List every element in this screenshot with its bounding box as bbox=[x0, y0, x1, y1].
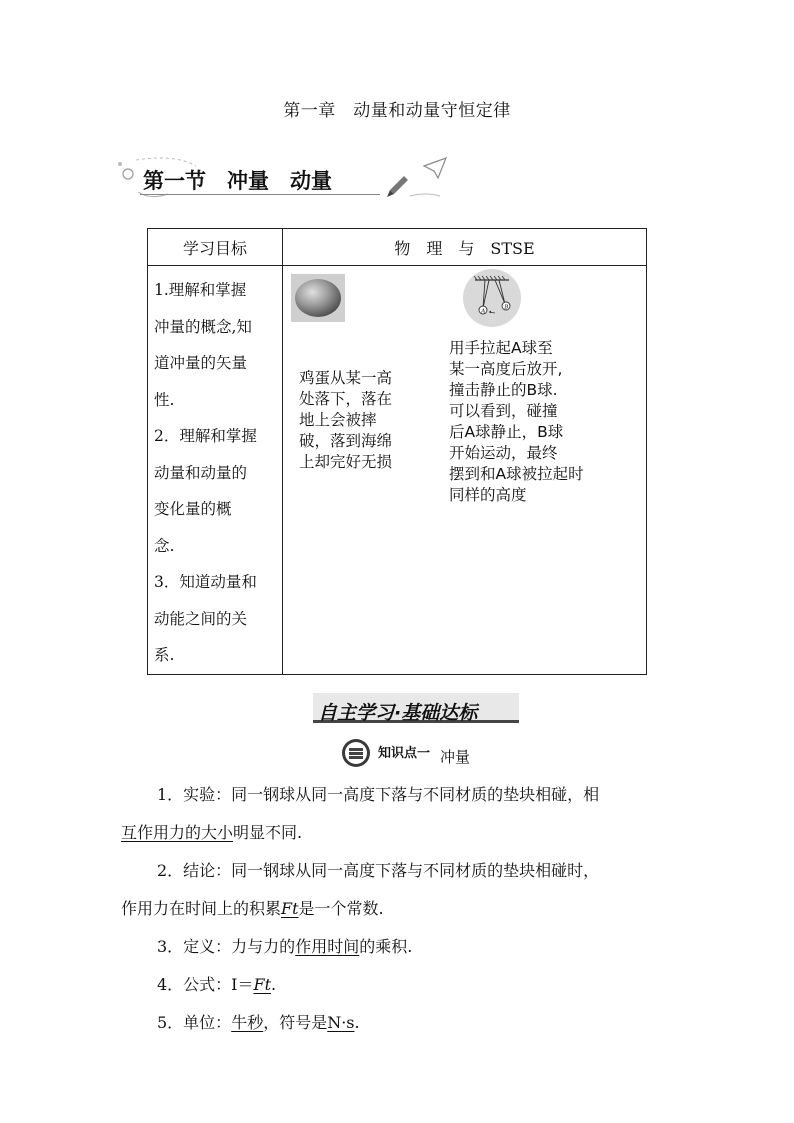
goal-line: 变化量的概 bbox=[154, 500, 232, 518]
item-2: 2．结论：同一钢球从同一高度下落与不同材质的垫块相碰时， 作用力在时间上的积累Ft是一个常数. bbox=[121, 861, 600, 918]
item-3: 3．定义：力与力的作用时间的乘积. bbox=[157, 937, 413, 956]
knowledge-point-label: 知识点一 bbox=[378, 746, 431, 761]
header-stse: 物 理 与 STSE bbox=[283, 229, 647, 266]
goal-line: 性. bbox=[154, 390, 175, 409]
item-1: 1．实验：同一钢球从同一高度下落与不同材质的垫块相碰，相 互作用力的大小明显不同. bbox=[121, 785, 600, 842]
ball-b-label: B bbox=[504, 304, 509, 311]
header-goals: 学习目标 bbox=[148, 229, 283, 266]
pencil-icon bbox=[387, 176, 408, 197]
goal-line: 动能之间的关 bbox=[154, 609, 248, 628]
goal-line: 冲量的概念,知 bbox=[154, 317, 252, 336]
objectives-table bbox=[147, 228, 647, 675]
answer-underline: Ft bbox=[281, 899, 299, 918]
goal-line: 念. bbox=[154, 536, 175, 555]
goal-line: 道冲量的矢量 bbox=[154, 354, 248, 372]
chapter-title: 第一章 动量和动量守恒定律 bbox=[283, 101, 511, 121]
ball-a-label: A bbox=[481, 308, 486, 315]
goal-line: 3．知道动量和 bbox=[154, 573, 257, 591]
pendulum-description: 用手拉起A球至 某一高度后放开, 撞击静止的B球. 可以看到，碰撞 后A球静止，B球 开始运动，最终 摆到和A球被拉起时 同样的高度 bbox=[449, 339, 584, 504]
paper-plane-icon bbox=[424, 158, 446, 178]
goals-cell bbox=[148, 266, 283, 675]
section-title: 第一节 冲量 动量 bbox=[143, 168, 332, 193]
goal-line: 1.理解和掌握 bbox=[154, 281, 247, 299]
knowledge-point-topic: 冲量 bbox=[440, 748, 471, 766]
answer-underline: Ft bbox=[253, 975, 272, 994]
stse-cell bbox=[283, 266, 647, 675]
egg-image bbox=[291, 274, 345, 322]
goal-line: 系. bbox=[154, 646, 175, 664]
pendulum-image bbox=[461, 268, 523, 328]
item-5: 5．单位：牛秒，符号是N·s. bbox=[157, 1013, 360, 1032]
answer-underline: N·s bbox=[327, 1013, 355, 1032]
goal-line: 动量和动量的 bbox=[154, 463, 248, 482]
section-underline bbox=[140, 194, 380, 195]
egg-description: 鸡蛋从某一高 处落下，落在 地上会被摔 破，落到海绵 上却完好无损 bbox=[299, 369, 393, 471]
answer-underline: 互作用力的大小 bbox=[121, 823, 234, 842]
book-stack-icon bbox=[341, 738, 371, 768]
answer-underline: 作用时间 bbox=[295, 937, 360, 956]
goal-line: 2．理解和掌握 bbox=[154, 427, 257, 445]
item-4: 4．公式：I＝Ft. bbox=[157, 975, 277, 994]
answer-underline: 牛秒 bbox=[231, 1013, 264, 1032]
self-study-heading: 自主学习·基础达标 bbox=[318, 702, 478, 724]
